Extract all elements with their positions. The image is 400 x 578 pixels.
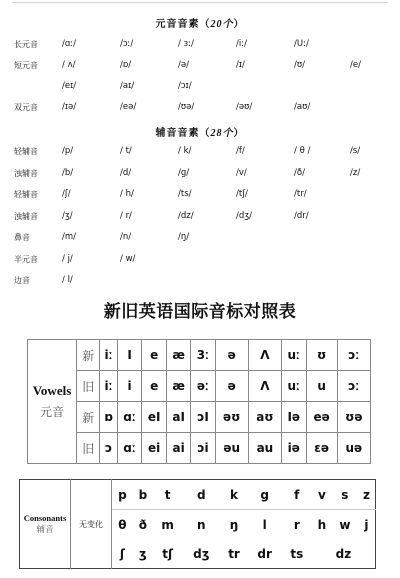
- consonant-row-label: 边音: [14, 276, 30, 285]
- consonant-phoneme: /s/: [350, 146, 361, 156]
- consonant-symbol: dr: [257, 546, 272, 561]
- vowel-symbol: ɑː: [117, 402, 142, 433]
- consonant-phoneme: /dʒ/: [236, 210, 253, 221]
- vowel-symbol: iə: [281, 433, 306, 464]
- version-tag: 旧: [77, 371, 100, 402]
- vowel-symbol: ɒ: [100, 402, 117, 433]
- vowel-phoneme: /ɑː/: [62, 39, 76, 49]
- vowel-symbol: I: [117, 340, 142, 371]
- consonant-phoneme: / h/: [120, 189, 134, 199]
- vowel-symbol: aʊ: [248, 402, 281, 433]
- consonant-symbol: j: [364, 517, 369, 532]
- consonant-phoneme: / j/: [62, 253, 73, 264]
- vowel-symbol: ɔI: [191, 402, 215, 433]
- consonant-symbol: tr: [228, 546, 240, 561]
- vowel-symbol: ʊə: [337, 402, 370, 433]
- vowel-symbol: εə: [306, 433, 337, 464]
- version-tag: 新: [77, 402, 100, 433]
- vowel-symbol: ɑː: [117, 433, 142, 464]
- page-title: 新旧英语国际音标对照表: [103, 302, 297, 322]
- consonant-phoneme: /dr/: [294, 210, 309, 221]
- vowel-symbol: i: [117, 371, 142, 402]
- vowel-symbol: uː: [281, 340, 306, 371]
- consonants-table-row: [20, 480, 376, 510]
- consonant-symbol: p: [112, 480, 133, 510]
- vowel-phoneme: / ʌ/: [62, 60, 76, 70]
- consonant-phoneme: /tʃ/: [236, 189, 248, 199]
- consonant-phoneme: /m/: [62, 232, 77, 242]
- consonant-symbol: z: [358, 480, 376, 510]
- vowel-symbol: uː: [281, 371, 306, 402]
- consonant-row-label: 半元音: [14, 254, 38, 264]
- vowels-label-cn: 元音: [39, 405, 64, 419]
- consonant-phoneme: /v/: [236, 167, 247, 178]
- consonant-row-label: 轻辅音: [14, 147, 38, 156]
- vowel-phoneme: /ʊ/: [294, 60, 305, 70]
- vowels-comparison-table: [27, 339, 371, 464]
- unchanged-label: 无变化: [71, 480, 112, 569]
- consonant-symbol: s: [332, 480, 358, 510]
- vowel-phoneme: /Uː/: [294, 39, 309, 49]
- vowel-row-label: 双元音: [14, 103, 38, 112]
- consonant-symbol: w: [339, 517, 351, 532]
- vowel-phoneme: /e/: [350, 60, 361, 70]
- consonant-symbol: v: [312, 480, 332, 510]
- vowel-phoneme: /əʊ/: [236, 102, 253, 112]
- vowel-symbol: ɔi: [191, 433, 215, 464]
- consonant-symbol: dz: [335, 546, 352, 561]
- vowel-symbol: 3ː: [191, 340, 215, 371]
- consonant-symbol: ʒ: [139, 546, 147, 561]
- consonant-symbol: ʃ: [119, 546, 125, 561]
- vowel-symbol: æ: [166, 371, 190, 402]
- consonant-phoneme: /d/: [120, 167, 132, 178]
- vowel-section-title: 元音音素（20个）: [155, 19, 245, 30]
- consonant-symbol: d: [182, 480, 220, 510]
- vowel-symbol: ɔ: [100, 433, 117, 464]
- vowel-phoneme: / ɜː/: [178, 39, 194, 49]
- consonant-section-title: 辅音音素（28个）: [155, 128, 245, 139]
- vowel-symbol: əʊ: [215, 402, 248, 433]
- consonant-phoneme: /n/: [120, 232, 132, 242]
- vowel-symbol: ei: [142, 433, 167, 464]
- vowel-symbol: Iə: [281, 402, 306, 433]
- vowel-symbol: Λ: [248, 340, 281, 371]
- vowel-symbol: ʊ: [306, 340, 337, 371]
- consonant-symbol: r: [293, 517, 300, 532]
- vowel-symbol: iː: [100, 371, 117, 402]
- consonant-symbol: m: [161, 517, 174, 532]
- vowel-symbol: ɔː: [337, 340, 370, 371]
- consonant-symbol: tʃ: [162, 546, 173, 561]
- consonants-label-cn: 辅音: [36, 524, 54, 534]
- consonant-symbol: h: [317, 517, 327, 532]
- vowels-table-row: [28, 340, 371, 371]
- consonant-symbol: g: [248, 480, 282, 510]
- consonant-symbol: f: [282, 480, 312, 510]
- consonant-phoneme: /f/: [236, 146, 245, 156]
- consonant-symbol: ts: [290, 546, 304, 561]
- consonants-header-cell: [20, 480, 71, 569]
- consonant-row-label: 浊辅音: [14, 211, 38, 221]
- vowel-phoneme: /eɪ/: [62, 81, 77, 91]
- consonant-symbol: ŋ: [229, 517, 239, 532]
- vowel-symbol: Λ: [248, 371, 281, 402]
- vowel-phoneme: /ɔɪ/: [178, 81, 192, 91]
- vowel-row-label: 长元音: [14, 40, 38, 49]
- vowel-symbol: ɔː: [337, 371, 370, 402]
- consonant-row-label: 轻辅音: [14, 190, 38, 199]
- vowels-label-en: Vowels: [32, 383, 72, 398]
- vowel-symbol: ai: [166, 433, 190, 464]
- consonant-phoneme: /b/: [62, 167, 74, 178]
- consonant-phoneme: /ŋ/: [178, 232, 190, 242]
- vowels-table-row: [28, 371, 371, 402]
- vowel-phoneme: /aʊ/: [294, 102, 311, 112]
- vowel-symbol: au: [248, 433, 281, 464]
- vowel-row-label: 短元音: [14, 61, 38, 70]
- consonant-phoneme: / l/: [62, 275, 73, 285]
- vowel-phoneme: /ʊə/: [178, 102, 195, 112]
- consonant-symbol: θ: [118, 517, 127, 532]
- vowel-symbol: eI: [142, 402, 167, 433]
- consonant-symbol: b: [133, 480, 153, 510]
- vowel-symbol: e: [142, 371, 167, 402]
- vowel-symbol: æ: [166, 340, 190, 371]
- vowel-symbol: u: [306, 371, 337, 402]
- vowel-symbol: ə: [215, 340, 248, 371]
- consonant-phoneme: /dz/: [178, 210, 194, 221]
- vowels-header-cell: [28, 340, 77, 464]
- vowel-symbol: uə: [337, 433, 370, 464]
- consonant-phoneme: / w/: [120, 253, 136, 264]
- vowel-symbol: eə: [306, 402, 337, 433]
- consonant-symbol: ð: [138, 517, 147, 532]
- top-divider: [12, 2, 388, 3]
- vowel-symbol: ə: [215, 371, 248, 402]
- vowel-phoneme: /ə/: [178, 60, 189, 70]
- version-tag: 新: [77, 340, 100, 371]
- consonant-symbol: dʒ: [193, 546, 210, 561]
- vowels-table-row: [28, 433, 371, 464]
- consonant-phoneme: /z/: [350, 167, 361, 178]
- consonant-row-label: 鼻音: [14, 233, 30, 242]
- consonant-symbol: k: [220, 480, 247, 510]
- consonant-symbol: l: [262, 517, 267, 532]
- consonant-symbol: t: [153, 480, 182, 510]
- vowel-phoneme: /ɔː/: [120, 39, 134, 49]
- vowel-symbol: iː: [100, 340, 117, 371]
- vowel-symbol: aI: [166, 402, 190, 433]
- consonant-phoneme: / k/: [178, 146, 192, 156]
- consonant-row-label: 浊辅音: [14, 168, 38, 178]
- vowel-phoneme: /ɪ/: [236, 60, 245, 70]
- consonant-phoneme: /ʒ/: [62, 210, 73, 221]
- vowel-phoneme: /eə/: [120, 102, 137, 112]
- vowel-symbol: e: [142, 340, 167, 371]
- vowel-phoneme: /ɪə/: [62, 102, 77, 112]
- version-tag: 旧: [77, 433, 100, 464]
- vowel-symbol: əu: [215, 433, 248, 464]
- consonant-phoneme: /ð/: [294, 167, 305, 178]
- consonant-phoneme: / r/: [120, 210, 132, 221]
- consonants-comparison-table: [19, 479, 376, 569]
- consonant-phoneme: /p/: [62, 146, 74, 156]
- vowel-phoneme: /ɒ/: [120, 60, 132, 70]
- vowel-phoneme: /iː/: [236, 39, 247, 49]
- consonant-phoneme: / t/: [120, 146, 132, 156]
- consonant-symbol: n: [197, 517, 206, 532]
- vowel-symbol: əː: [191, 371, 215, 402]
- consonant-phoneme: /g/: [178, 167, 190, 178]
- vowels-table-row: [28, 402, 371, 433]
- consonant-phoneme: /ts/: [178, 189, 192, 199]
- consonant-phoneme: / θ /: [294, 146, 311, 156]
- consonant-phoneme: /tr/: [294, 189, 307, 199]
- consonant-phoneme: /ʃ/: [62, 189, 71, 199]
- consonants-label-en: Consonants: [23, 513, 67, 523]
- vowel-phoneme: /aɪ/: [120, 81, 135, 91]
